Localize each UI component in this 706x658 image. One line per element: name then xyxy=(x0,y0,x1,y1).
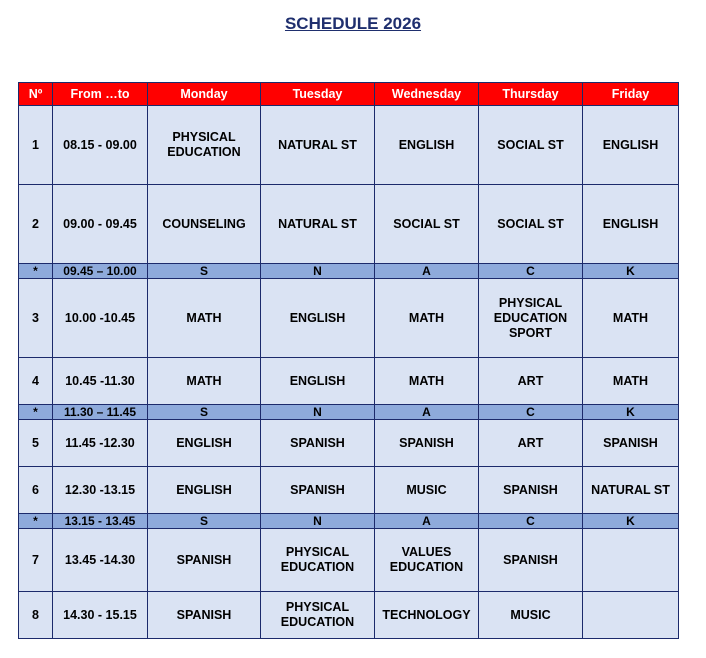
time-cell: 13.15 - 13.45 xyxy=(53,514,148,529)
cell-thursday: SOCIAL ST xyxy=(479,185,583,264)
table-row xyxy=(19,420,679,467)
row-number: 1 xyxy=(19,106,53,185)
table-row xyxy=(19,592,679,639)
cell-friday: ENGLISH xyxy=(583,185,679,264)
time-cell: 10.00 -10.45 xyxy=(53,279,148,358)
cell-friday xyxy=(583,592,679,639)
cell-tuesday: N xyxy=(261,514,375,529)
cell-tuesday: ENGLISH xyxy=(261,358,375,405)
cell-friday: K xyxy=(583,264,679,279)
time-cell: 11.45 -12.30 xyxy=(53,420,148,467)
cell-wednesday: SOCIAL ST xyxy=(375,185,479,264)
cell-wednesday: MATH xyxy=(375,358,479,405)
table-row xyxy=(19,467,679,514)
table-row xyxy=(19,185,679,264)
cell-thursday: ART xyxy=(479,420,583,467)
cell-wednesday: ENGLISH xyxy=(375,106,479,185)
time-cell: 09.45 – 10.00 xyxy=(53,264,148,279)
cell-thursday: MUSIC xyxy=(479,592,583,639)
time-cell: 09.00 - 09.45 xyxy=(53,185,148,264)
cell-wednesday: A xyxy=(375,264,479,279)
cell-friday: K xyxy=(583,514,679,529)
header-tuesday: Tuesday xyxy=(261,83,375,106)
table-row xyxy=(19,279,679,358)
header-friday: Friday xyxy=(583,83,679,106)
cell-tuesday: SPANISH xyxy=(261,420,375,467)
cell-monday: MATH xyxy=(148,358,261,405)
break-row xyxy=(19,264,679,279)
cell-friday: MATH xyxy=(583,279,679,358)
row-number: 6 xyxy=(19,467,53,514)
cell-monday: SPANISH xyxy=(148,529,261,592)
cell-tuesday: NATURAL ST xyxy=(261,106,375,185)
cell-friday: ENGLISH xyxy=(583,106,679,185)
cell-monday: S xyxy=(148,264,261,279)
cell-thursday: C xyxy=(479,405,583,420)
row-number: 3 xyxy=(19,279,53,358)
cell-tuesday: NATURAL ST xyxy=(261,185,375,264)
row-number: 8 xyxy=(19,592,53,639)
cell-friday: NATURAL ST xyxy=(583,467,679,514)
time-cell: 11.30 – 11.45 xyxy=(53,405,148,420)
row-number: * xyxy=(19,264,53,279)
table-row xyxy=(19,106,679,185)
table-row xyxy=(19,529,679,592)
break-row xyxy=(19,514,679,529)
cell-thursday: SPANISH xyxy=(479,529,583,592)
cell-monday: S xyxy=(148,514,261,529)
header-no: Nº xyxy=(19,83,53,106)
time-cell: 13.45 -14.30 xyxy=(53,529,148,592)
row-number: 2 xyxy=(19,185,53,264)
table-row xyxy=(19,358,679,405)
cell-wednesday: A xyxy=(375,514,479,529)
cell-wednesday: MATH xyxy=(375,279,479,358)
time-cell: 12.30 -13.15 xyxy=(53,467,148,514)
cell-wednesday: SPANISH xyxy=(375,420,479,467)
cell-thursday: SPANISH xyxy=(479,467,583,514)
header-thursday: Thursday xyxy=(479,83,583,106)
header-row xyxy=(19,83,679,106)
cell-monday: ENGLISH xyxy=(148,420,261,467)
cell-tuesday: ENGLISH xyxy=(261,279,375,358)
time-cell: 14.30 - 15.15 xyxy=(53,592,148,639)
cell-tuesday: N xyxy=(261,264,375,279)
cell-tuesday: N xyxy=(261,405,375,420)
time-cell: 10.45 -11.30 xyxy=(53,358,148,405)
cell-tuesday: SPANISH xyxy=(261,467,375,514)
cell-tuesday: PHYSICAL EDUCATION xyxy=(261,529,375,592)
header-monday: Monday xyxy=(148,83,261,106)
cell-wednesday: VALUES EDUCATION xyxy=(375,529,479,592)
cell-wednesday: TECHNOLOGY xyxy=(375,592,479,639)
row-number: 5 xyxy=(19,420,53,467)
row-number: 4 xyxy=(19,358,53,405)
cell-friday xyxy=(583,529,679,592)
cell-friday: SPANISH xyxy=(583,420,679,467)
header-time: From …to xyxy=(53,83,148,106)
cell-monday: ENGLISH xyxy=(148,467,261,514)
cell-wednesday: A xyxy=(375,405,479,420)
cell-monday: PHYSICAL EDUCATION xyxy=(148,106,261,185)
row-number: * xyxy=(19,514,53,529)
time-cell: 08.15 - 09.00 xyxy=(53,106,148,185)
cell-monday: COUNSELING xyxy=(148,185,261,264)
cell-monday: MATH xyxy=(148,279,261,358)
page-title: SCHEDULE 2026 xyxy=(284,14,422,33)
cell-thursday: SOCIAL ST xyxy=(479,106,583,185)
cell-friday: K xyxy=(583,405,679,420)
header-wednesday: Wednesday xyxy=(375,83,479,106)
cell-thursday: PHYSICAL EDUCATION SPORT xyxy=(479,279,583,358)
cell-thursday: C xyxy=(479,514,583,529)
cell-monday: SPANISH xyxy=(148,592,261,639)
cell-monday: S xyxy=(148,405,261,420)
row-number: * xyxy=(19,405,53,420)
row-number: 7 xyxy=(19,529,53,592)
cell-tuesday: PHYSICAL EDUCATION xyxy=(261,592,375,639)
cell-friday: MATH xyxy=(583,358,679,405)
cell-thursday: ART xyxy=(479,358,583,405)
break-row xyxy=(19,405,679,420)
cell-thursday: C xyxy=(479,264,583,279)
cell-wednesday: MUSIC xyxy=(375,467,479,514)
schedule-table xyxy=(18,82,679,639)
